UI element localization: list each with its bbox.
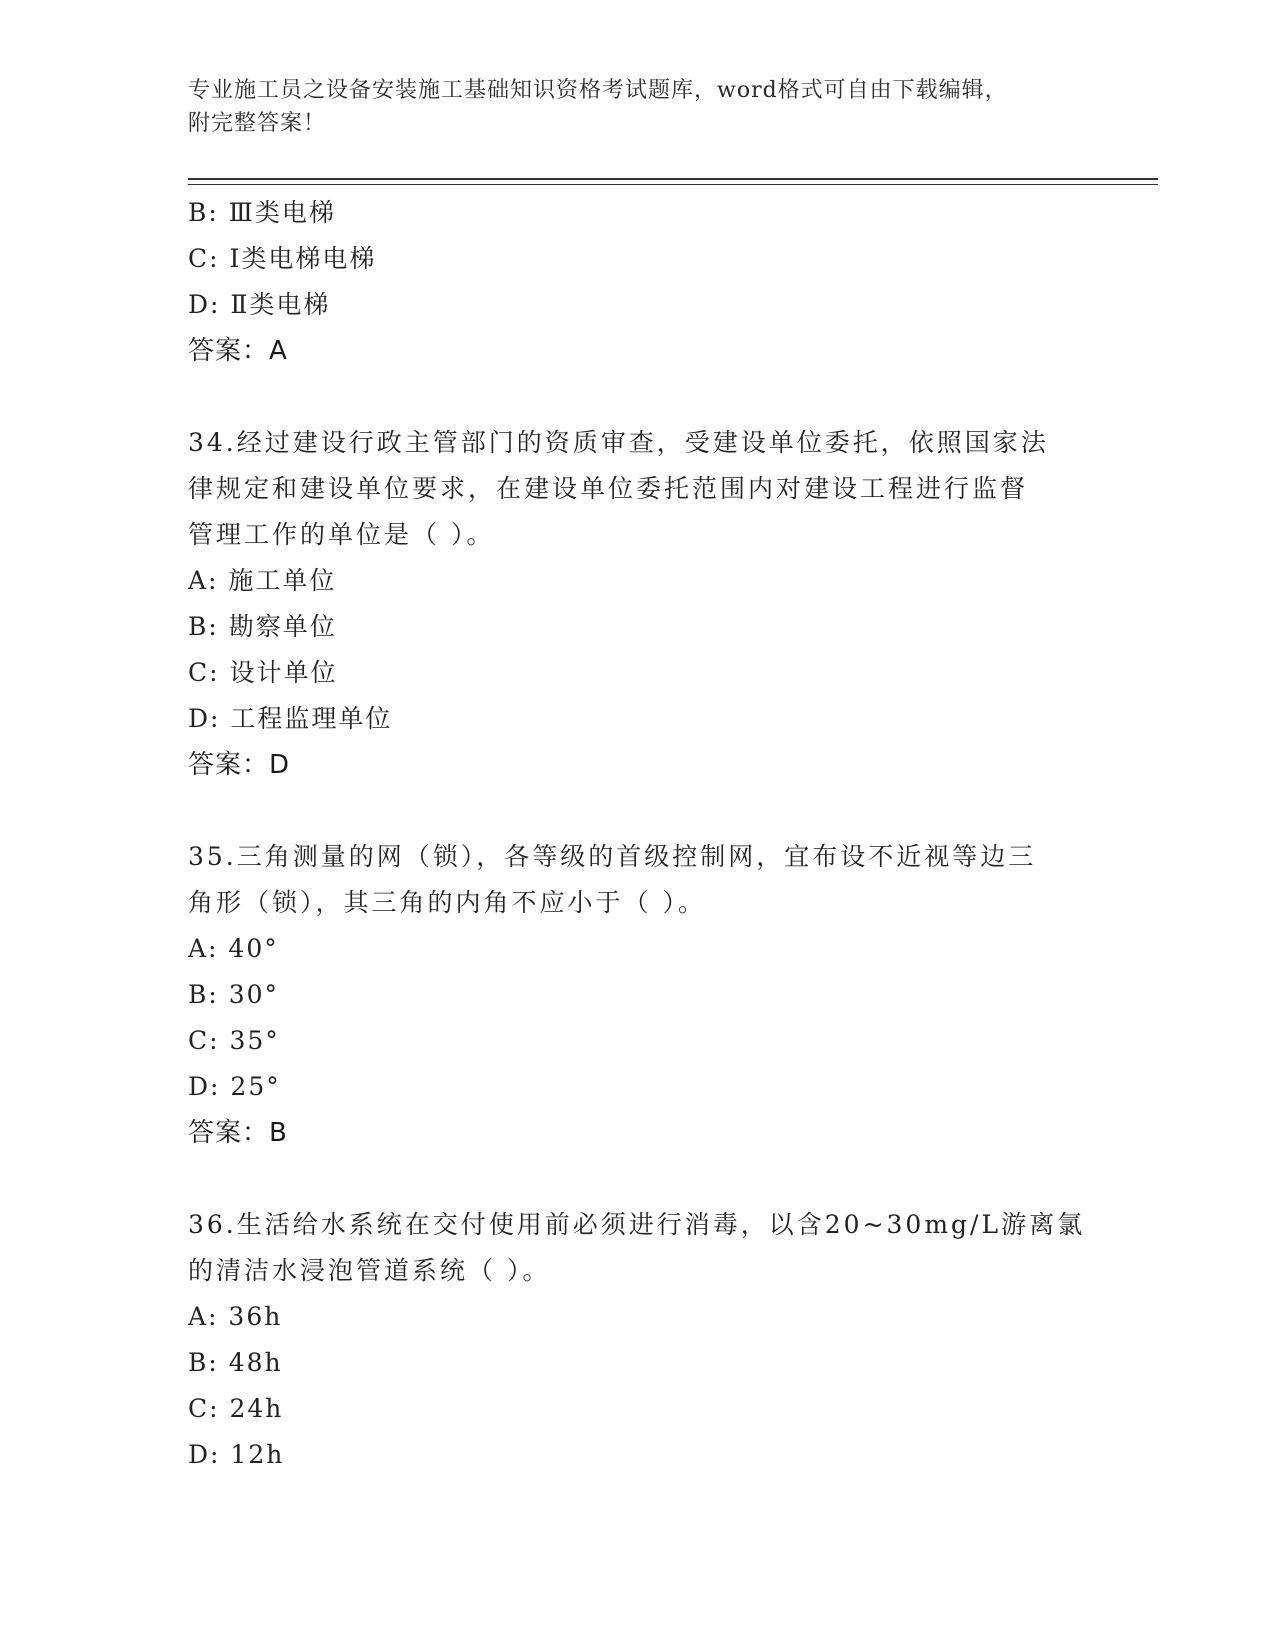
option-c: C: 35°: [188, 1026, 280, 1055]
header-divider-thick: [188, 178, 1158, 180]
header-line-1: 专业施工员之设备安装施工基础知识资格考试题库，word格式可自由下载编辑，: [188, 78, 1008, 103]
question-list: [188, 190, 1088, 1478]
header-divider-thin: [188, 184, 1158, 185]
option-c: C: 24h: [188, 1394, 284, 1423]
question-stem-line: 管理工作的单位是（ ）。: [188, 520, 495, 549]
option-c: C: Ⅰ类电梯电梯: [188, 244, 377, 273]
answer-line: 答案：B: [188, 1118, 288, 1148]
option-a: A: 40°: [188, 934, 279, 963]
answer-line: 答案：A: [188, 336, 288, 366]
question-35: [188, 834, 1088, 1156]
question-stem-line: 的清洁水浸泡管道系统（ ）。: [188, 1256, 551, 1285]
spacer: [188, 1156, 1088, 1202]
option-b: B: 48h: [188, 1348, 283, 1377]
option-a: A: 36h: [188, 1302, 283, 1331]
question-stem-line: 角形（锁），其三角的内角不应小于（ ）。: [188, 888, 706, 917]
option-d: D: 工程监理单位: [188, 704, 393, 733]
option-d: D: Ⅱ类电梯: [188, 290, 331, 319]
option-b: B: 30°: [188, 980, 280, 1009]
option-d: D: 12h: [188, 1440, 285, 1469]
question-36: [188, 1202, 1088, 1478]
answer-line: 答案：D: [188, 750, 291, 780]
document-header: [188, 74, 1068, 140]
spacer: [188, 374, 1088, 420]
option-d: D: 25°: [188, 1072, 281, 1101]
question-stem-line: 律规定和建设单位要求，在建设单位委托范围内对建设工程进行监督: [188, 474, 1029, 503]
prev-question-tail: [188, 190, 1088, 374]
header-line-2: 附完整答案！: [188, 111, 327, 136]
question-34: [188, 420, 1088, 788]
option-c: C: 设计单位: [188, 658, 338, 687]
spacer: [188, 788, 1088, 834]
option-b: B: 勘察单位: [188, 612, 337, 641]
option-a: A: 施工单位: [188, 566, 337, 595]
option-b: B: Ⅲ类电梯: [188, 198, 336, 227]
question-stem-line: 35.三角测量的网（锁），各等级的首级控制网，宜布设不近视等边三: [188, 842, 1037, 871]
question-stem-line: 34.经过建设行政主管部门的资质审查，受建设单位委托，依照国家法: [188, 428, 1049, 457]
question-stem-line: 36.生活给水系统在交付使用前必须进行消毒，以含20~30mg/L游离氯: [188, 1210, 1086, 1239]
